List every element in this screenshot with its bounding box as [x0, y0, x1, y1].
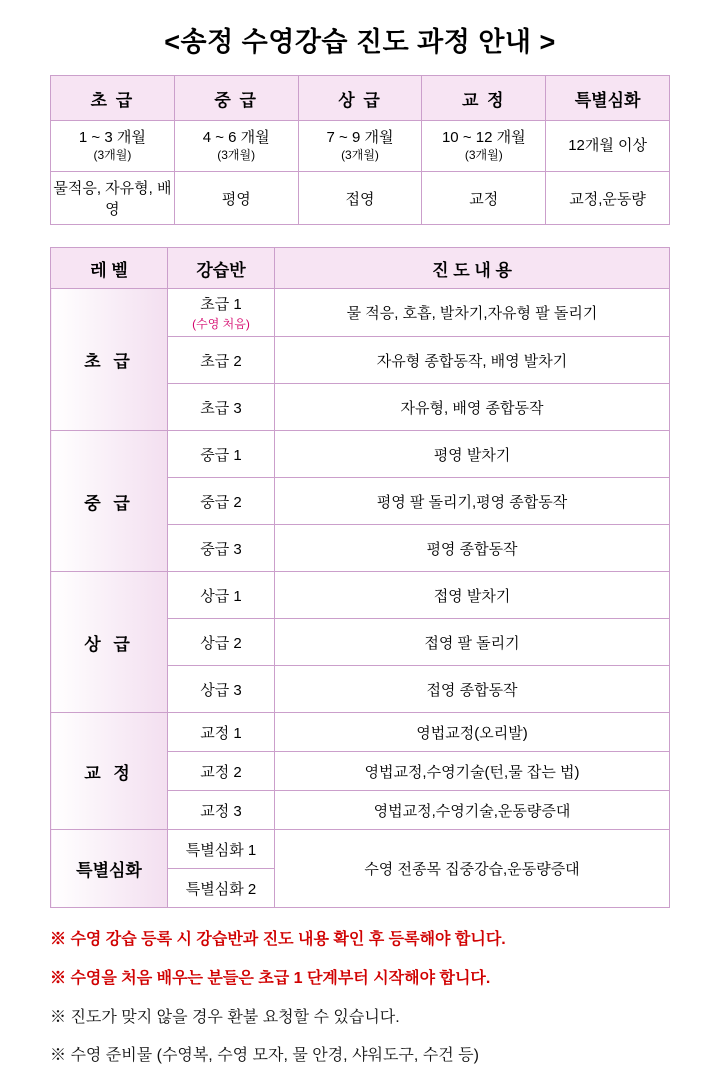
progress-class-2-2: 상급 3 — [168, 666, 275, 713]
progress-class-4-0: 특별심화 1 — [168, 830, 275, 869]
summary-month-range-2: 7 ~ 9 개월 — [326, 129, 394, 147]
progress-desc-4-merged: 수영 전종목 집중강습,운동량증대 — [275, 830, 670, 908]
progress-class-2-1: 상급 2 — [168, 619, 275, 666]
summary-month-note-3: (3개월) — [464, 147, 503, 162]
notice-item-0: ※ 수영 강습 등록 시 강습반과 진도 내용 확인 후 등록해야 합니다. — [50, 931, 506, 948]
progress-header-class: 강습반 — [168, 248, 275, 289]
summary-month-2 — [298, 121, 422, 172]
summary-level-4: 특별심화 — [546, 76, 670, 121]
page-title: <송정 수영강습 진도 과정 안내 > — [164, 27, 556, 57]
table-row — [51, 572, 670, 619]
progress-desc-1-1: 평영 팔 돌리기,평영 종합동작 — [275, 478, 670, 525]
notice-item-2: ※ 진도가 맞지 않을 경우 환불 요청할 수 있습니다. — [50, 1008, 400, 1026]
progress-class-3-2: 교정 3 — [168, 791, 275, 830]
progress-level-4: 특별심화 — [51, 830, 168, 908]
table-row — [51, 289, 670, 337]
table-row — [51, 431, 670, 478]
progress-class-0-2: 초급 3 — [168, 384, 275, 431]
progress-level-1: 중 급 — [51, 431, 168, 572]
progress-class-0-1: 초급 2 — [168, 337, 275, 384]
summary-stroke-0: 물적응, 자유형, 배영 — [51, 172, 175, 225]
progress-header-level: 레 벨 — [51, 248, 168, 289]
summary-header-row — [51, 76, 670, 121]
progress-class-1-2: 중급 3 — [168, 525, 275, 572]
summary-stroke-1: 평영 — [174, 172, 298, 225]
summary-months-row — [51, 121, 670, 172]
progress-desc-0-0: 물 적응, 호흡, 발차기,자유형 팔 돌리기 — [275, 289, 670, 337]
summary-month-range-4: 12개월 이상 — [568, 136, 647, 154]
progress-class-3-0: 교정 1 — [168, 713, 275, 752]
summary-month-range-0: 1 ~ 3 개월 — [78, 129, 146, 147]
summary-table — [50, 75, 670, 225]
summary-month-note-2: (3개월) — [341, 147, 379, 162]
progress-desc-0-1: 자유형 종합동작, 배영 발차기 — [275, 337, 670, 384]
summary-month-range-1: 4 ~ 6 개월 — [202, 129, 270, 147]
summary-month-note-0: (3개월) — [93, 147, 132, 162]
progress-desc-2-2: 접영 종합동작 — [275, 666, 670, 713]
summary-month-range-3: 10 ~ 12 개월 — [441, 129, 526, 147]
table-row — [51, 830, 670, 869]
progress-table — [50, 247, 670, 908]
summary-month-4 — [546, 121, 670, 172]
progress-class-1-1: 중급 2 — [168, 478, 275, 525]
progress-level-0: 초 급 — [51, 289, 168, 431]
summary-stroke-2: 접영 — [298, 172, 422, 225]
progress-desc-3-2: 영법교정,수영기술,운동량증대 — [275, 791, 670, 830]
summary-month-0 — [51, 121, 175, 172]
progress-class-2-0: 상급 1 — [168, 572, 275, 619]
table-row — [51, 713, 670, 752]
summary-level-2: 상 급 — [298, 76, 422, 121]
progress-class-label: 초급 1 — [200, 296, 242, 313]
progress-header-desc: 진 도 내 용 — [275, 248, 670, 289]
summary-stroke-row — [51, 172, 670, 225]
progress-desc-0-2: 자유형, 배영 종합동작 — [275, 384, 670, 431]
progress-desc-2-1: 접영 팔 돌리기 — [275, 619, 670, 666]
progress-level-2: 상 급 — [51, 572, 168, 713]
progress-class-1-0: 중급 1 — [168, 431, 275, 478]
progress-desc-3-0: 영법교정(오리발) — [275, 713, 670, 752]
progress-class-note: (수영 처음) — [192, 317, 250, 331]
summary-month-3 — [422, 121, 546, 172]
progress-desc-1-2: 평영 종합동작 — [275, 525, 670, 572]
notice-item-3: ※ 수영 준비물 (수영복, 수영 모자, 물 안경, 샤워도구, 수건 등) — [50, 1047, 479, 1065]
summary-month-1 — [174, 121, 298, 172]
summary-level-1: 중 급 — [174, 76, 298, 121]
notice-list — [50, 930, 670, 1067]
progress-desc-3-1: 영법교정,수영기술(턴,물 잡는 법) — [275, 752, 670, 791]
progress-class-3-1: 교정 2 — [168, 752, 275, 791]
progress-desc-1-0: 평영 발차기 — [275, 431, 670, 478]
summary-month-note-1: (3개월) — [217, 147, 256, 162]
summary-stroke-4: 교정,운동량 — [546, 172, 670, 225]
progress-level-3: 교 정 — [51, 713, 168, 830]
notice-item-1: ※ 수영을 처음 배우는 분들은 초급 1 단계부터 시작해야 합니다. — [50, 969, 491, 987]
summary-stroke-3: 교정 — [422, 172, 546, 225]
summary-level-3: 교 정 — [422, 76, 546, 121]
progress-class-4-1: 특별심화 2 — [168, 869, 275, 908]
progress-desc-2-0: 접영 발차기 — [275, 572, 670, 619]
progress-header-row — [51, 248, 670, 289]
progress-class-0-0 — [168, 289, 275, 337]
summary-level-0: 초 급 — [51, 76, 175, 121]
